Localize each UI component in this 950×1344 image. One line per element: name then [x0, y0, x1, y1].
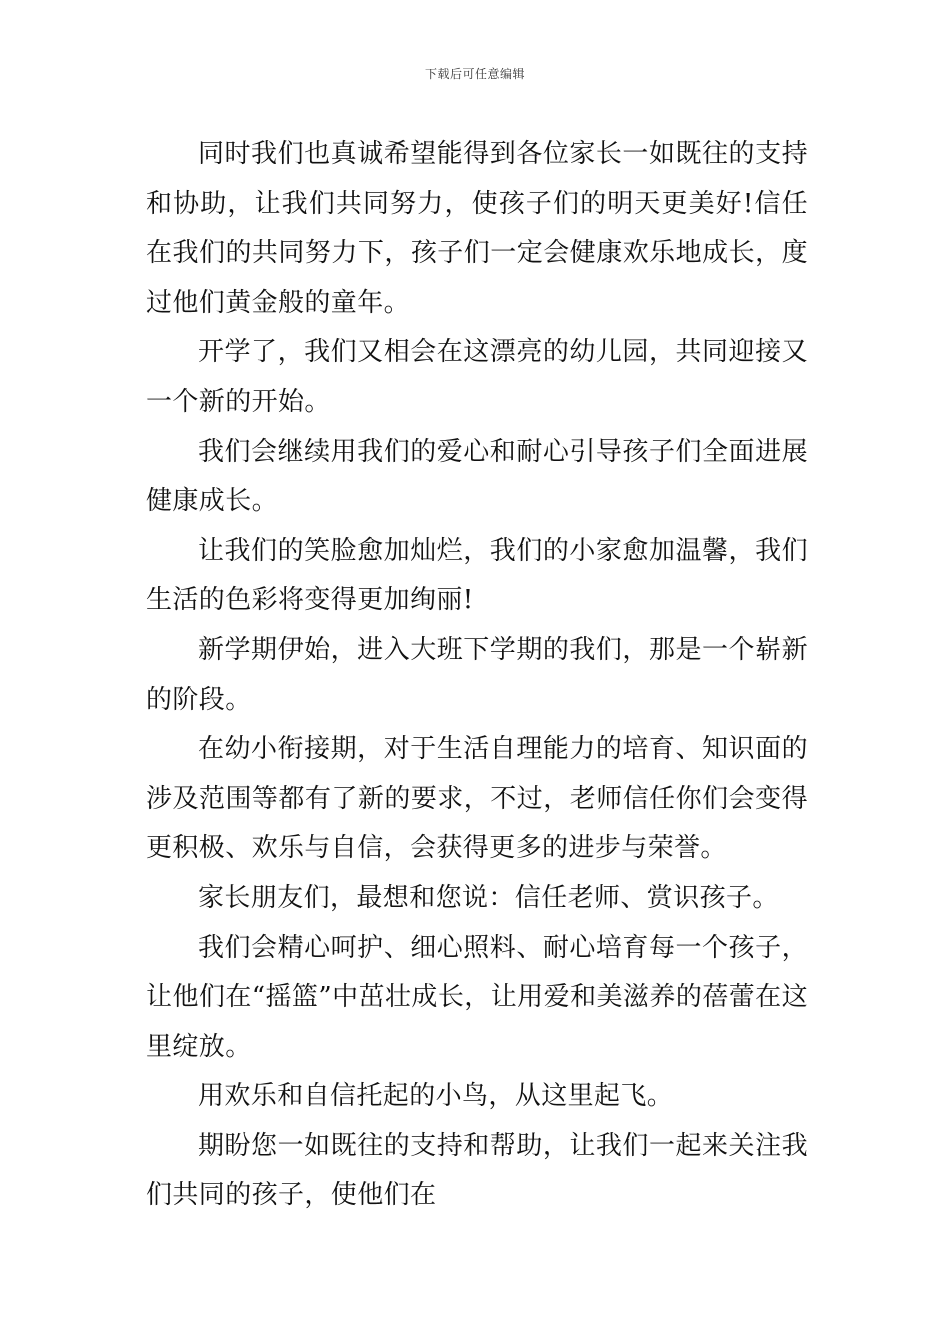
paragraph-8: 我们会精心呵护、细心照料、耐心培育每一个孩子，让他们在“摇篮”中茁壮成长，让用爱和美滋养的蓓蕾在这里绽放。 — [146, 932, 808, 1062]
paragraph-2: 开学了，我们又相会在这漂亮的幼儿园，共同迎接又一个新的开始。 — [146, 337, 808, 417]
paragraph-5: 新学期伊始，进入大班下学期的我们，那是一个崭新的阶段。 — [146, 634, 808, 715]
paragraph-10: 期盼您一如既往的支持和帮助，让我们一起来关注我们共同的孩子，使他们在 — [146, 1130, 808, 1211]
paragraph-9: 用欢乐和自信托起的小鸟，从这里起飞。 — [198, 1081, 674, 1112]
paragraph-4: 让我们的笑脸愈加灿烂，我们的小家愈加温馨，我们生活的色彩将变得更加绚丽! — [146, 535, 808, 616]
page-header-note: 下载后可任意编辑 — [424, 67, 525, 81]
paragraph-1: 同时我们也真诚希望能得到各位家长一如既往的支持和协助，让我们共同努力，使孩子们的明天更美好!信任在我们的共同努力下，孩子们一定会健康欢乐地成长，度过他们黄金般的童年。 — [146, 139, 808, 318]
paragraph-6: 在幼小衔接期，对于生活自理能力的培育、知识面的涉及范围等都有了新的要求，不过，老师信任你们会变得更积极、欢乐与自信，会获得更多的进步与荣誉。 — [146, 734, 808, 864]
paragraph-7: 家长朋友们，最想和您说：信任老师、赏识孩子。 — [198, 882, 779, 913]
document-body — [146, 130, 808, 1221]
paragraph-3: 我们会继续用我们的爱心和耐心引导孩子们全面进展健康成长。 — [146, 436, 808, 517]
